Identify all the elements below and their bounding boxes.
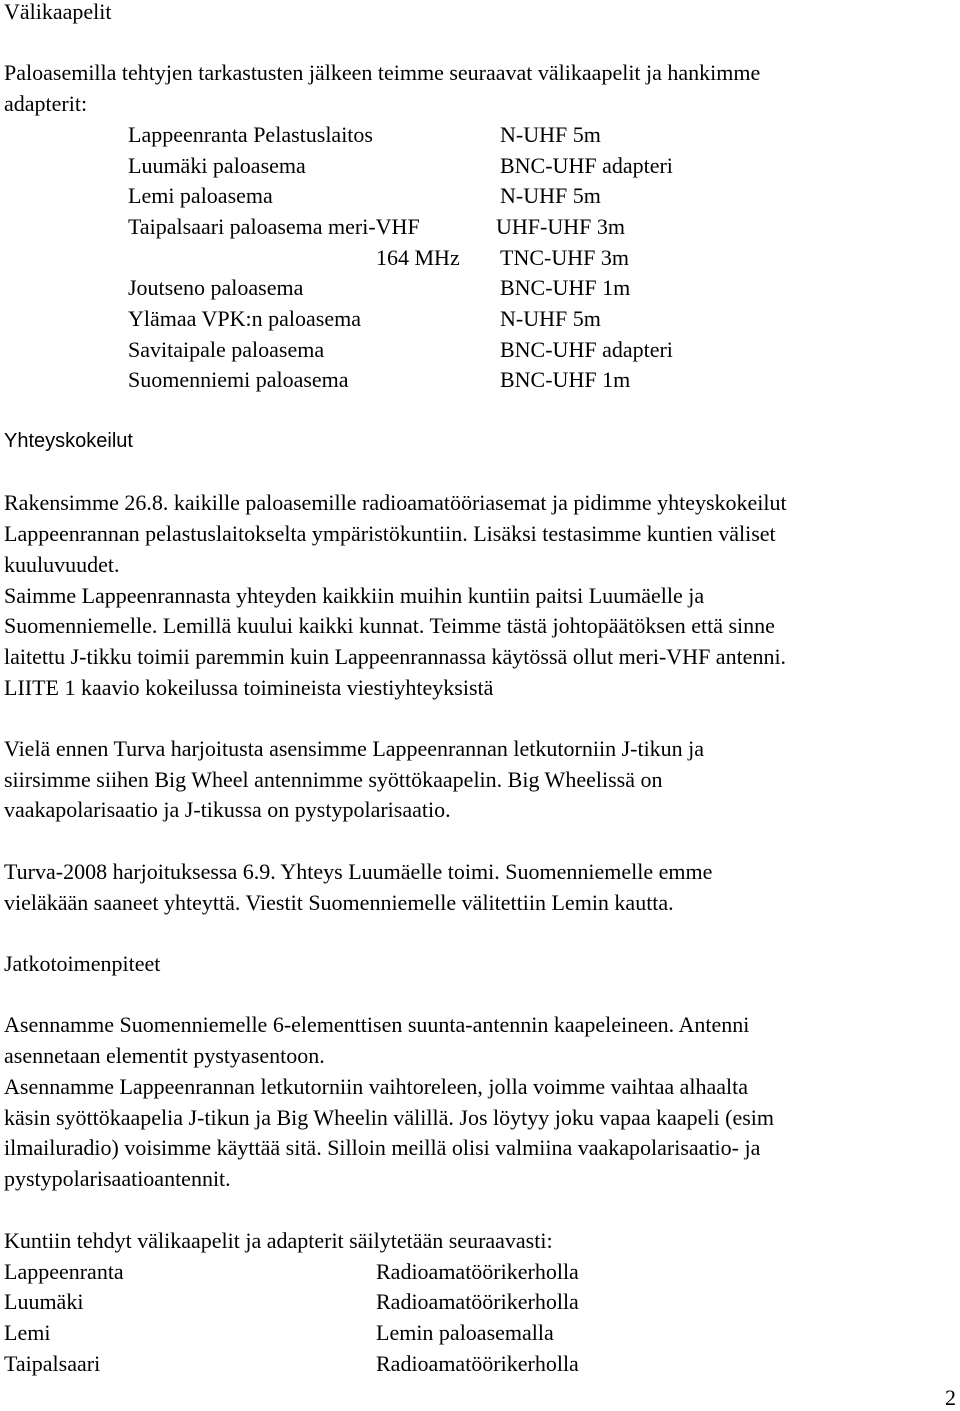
- intro-line: Paloasemilla tehtyjen tarkastusten jälkeen teimme seuraavat välikaapelit ja hankimme: [4, 60, 761, 85]
- section-title-valikaapelit: Välikaapelit: [4, 0, 112, 24]
- followup-paragraph-line: käsin syöttökaapelia J-tikun ja Big Wheelin välillä. Jos löytyy joku vapaa kaapeli (esim: [4, 1105, 775, 1130]
- storage-municipality: Luumäki: [4, 1289, 84, 1314]
- storage-municipality: Lemi: [4, 1320, 51, 1345]
- page-number: 2: [945, 1385, 956, 1410]
- storage-place: Radioamatöörikerholla: [376, 1351, 579, 1376]
- cable-station: Lemi paloasema: [128, 183, 273, 208]
- tests-paragraph-line: Suomenniemelle. Lemillä kuului kaikki kunnat. Teimme tästä johtopäätöksen että sinne: [4, 613, 775, 638]
- cable-station: 164 MHz: [376, 245, 460, 270]
- cable-station: Lappeenranta Pelastuslaitos: [128, 122, 373, 147]
- turva-paragraph-line: siirsimme siihen Big Wheel antennimme syöttökaapelin. Big Wheelissä on: [4, 767, 663, 792]
- storage-municipality: Taipalsaari: [4, 1351, 101, 1376]
- cable-station: Taipalsaari paloasema meri-VHF: [128, 214, 420, 239]
- cable-station: Savitaipale paloasema: [128, 337, 325, 362]
- cable-station: Ylämaa VPK:n paloasema: [128, 306, 361, 331]
- followup-paragraph-line: Asennamme Suomenniemelle 6-elementtisen suunta-antennin kaapeleineen. Antenni: [4, 1012, 750, 1037]
- cable-type: UHF-UHF 3m: [496, 214, 625, 239]
- followup-paragraph-line: Asennamme Lappeenrannan letkutorniin vaihtoreleen, jolla voimme vaihtaa alhaalta: [4, 1074, 749, 1099]
- tests-paragraph-line: kuuluvuudet.: [4, 552, 120, 577]
- cable-type: TNC-UHF 3m: [500, 245, 629, 270]
- cable-station: Luumäki paloasema: [128, 153, 306, 178]
- intro-line: adapterit:: [4, 91, 88, 116]
- turva-paragraph-line: vaakapolarisaatio ja J-tikussa on pystypolarisaatio.: [4, 797, 451, 822]
- followup-paragraph-line: asennetaan elementit pystyasentoon.: [4, 1043, 325, 1068]
- section-title-jatkotoimenpiteet: Jatkotoimenpiteet: [4, 951, 161, 976]
- cable-station: Joutseno paloasema: [128, 275, 304, 300]
- cable-type: BNC-UHF 1m: [500, 367, 631, 392]
- tests-paragraph-line: Lappeenrannan pelastuslaitokselta ympäristökuntiin. Lisäksi testasimme kuntien väliset: [4, 521, 776, 546]
- storage-place: Lemin paloasemalla: [376, 1320, 554, 1345]
- tests-paragraph-line: Saimme Lappeenrannasta yhteyden kaikkiin muihin kuntiin paitsi Luumäelle ja: [4, 583, 705, 608]
- cable-type: BNC-UHF adapteri: [500, 337, 673, 362]
- storage-place: Radioamatöörikerholla: [376, 1259, 579, 1284]
- cable-type: N-UHF 5m: [500, 122, 601, 147]
- turva2008-paragraph-line: vieläkään saaneet yhteyttä. Viestit Suomenniemelle välitettiin Lemin kautta.: [4, 890, 674, 915]
- cable-type: BNC-UHF adapteri: [500, 153, 673, 178]
- storage-intro: Kuntiin tehdyt välikaapelit ja adapterit säilytetään seuraavasti:: [4, 1228, 553, 1253]
- followup-paragraph-line: pystypolarisaatioantennit.: [4, 1166, 231, 1191]
- section-title-yhteyskokeilut: Yhteyskokeilut: [4, 430, 133, 452]
- cable-type: N-UHF 5m: [500, 306, 601, 331]
- tests-paragraph-line: Rakensimme 26.8. kaikille paloasemille radioamatööriasemat ja pidimme yhteyskokeilut: [4, 490, 787, 515]
- storage-place: Radioamatöörikerholla: [376, 1289, 579, 1314]
- tests-paragraph-line: laitettu J-tikku toimii paremmin kuin Lappeenrannassa käytössä ollut meri-VHF antenni.: [4, 644, 787, 669]
- cable-type: N-UHF 5m: [500, 183, 601, 208]
- cable-type: BNC-UHF 1m: [500, 275, 631, 300]
- turva-paragraph-line: Vielä ennen Turva harjoitusta asensimme Lappeenrannan letkutorniin J-tikun ja: [4, 736, 705, 761]
- turva2008-paragraph-line: Turva-2008 harjoituksessa 6.9. Yhteys Luumäelle toimi. Suomenniemelle emme: [4, 859, 713, 884]
- followup-paragraph-line: ilmailuradio) voisimme käyttää sitä. Silloin meillä olisi valmiina vaakapolarisaatio- ja: [4, 1135, 761, 1160]
- cable-station: Suomenniemi paloasema: [128, 367, 349, 392]
- attachment-reference: LIITE 1 kaavio kokeilussa toimineista viestiyhteyksistä: [4, 675, 494, 700]
- storage-municipality: Lappeenranta: [4, 1259, 124, 1284]
